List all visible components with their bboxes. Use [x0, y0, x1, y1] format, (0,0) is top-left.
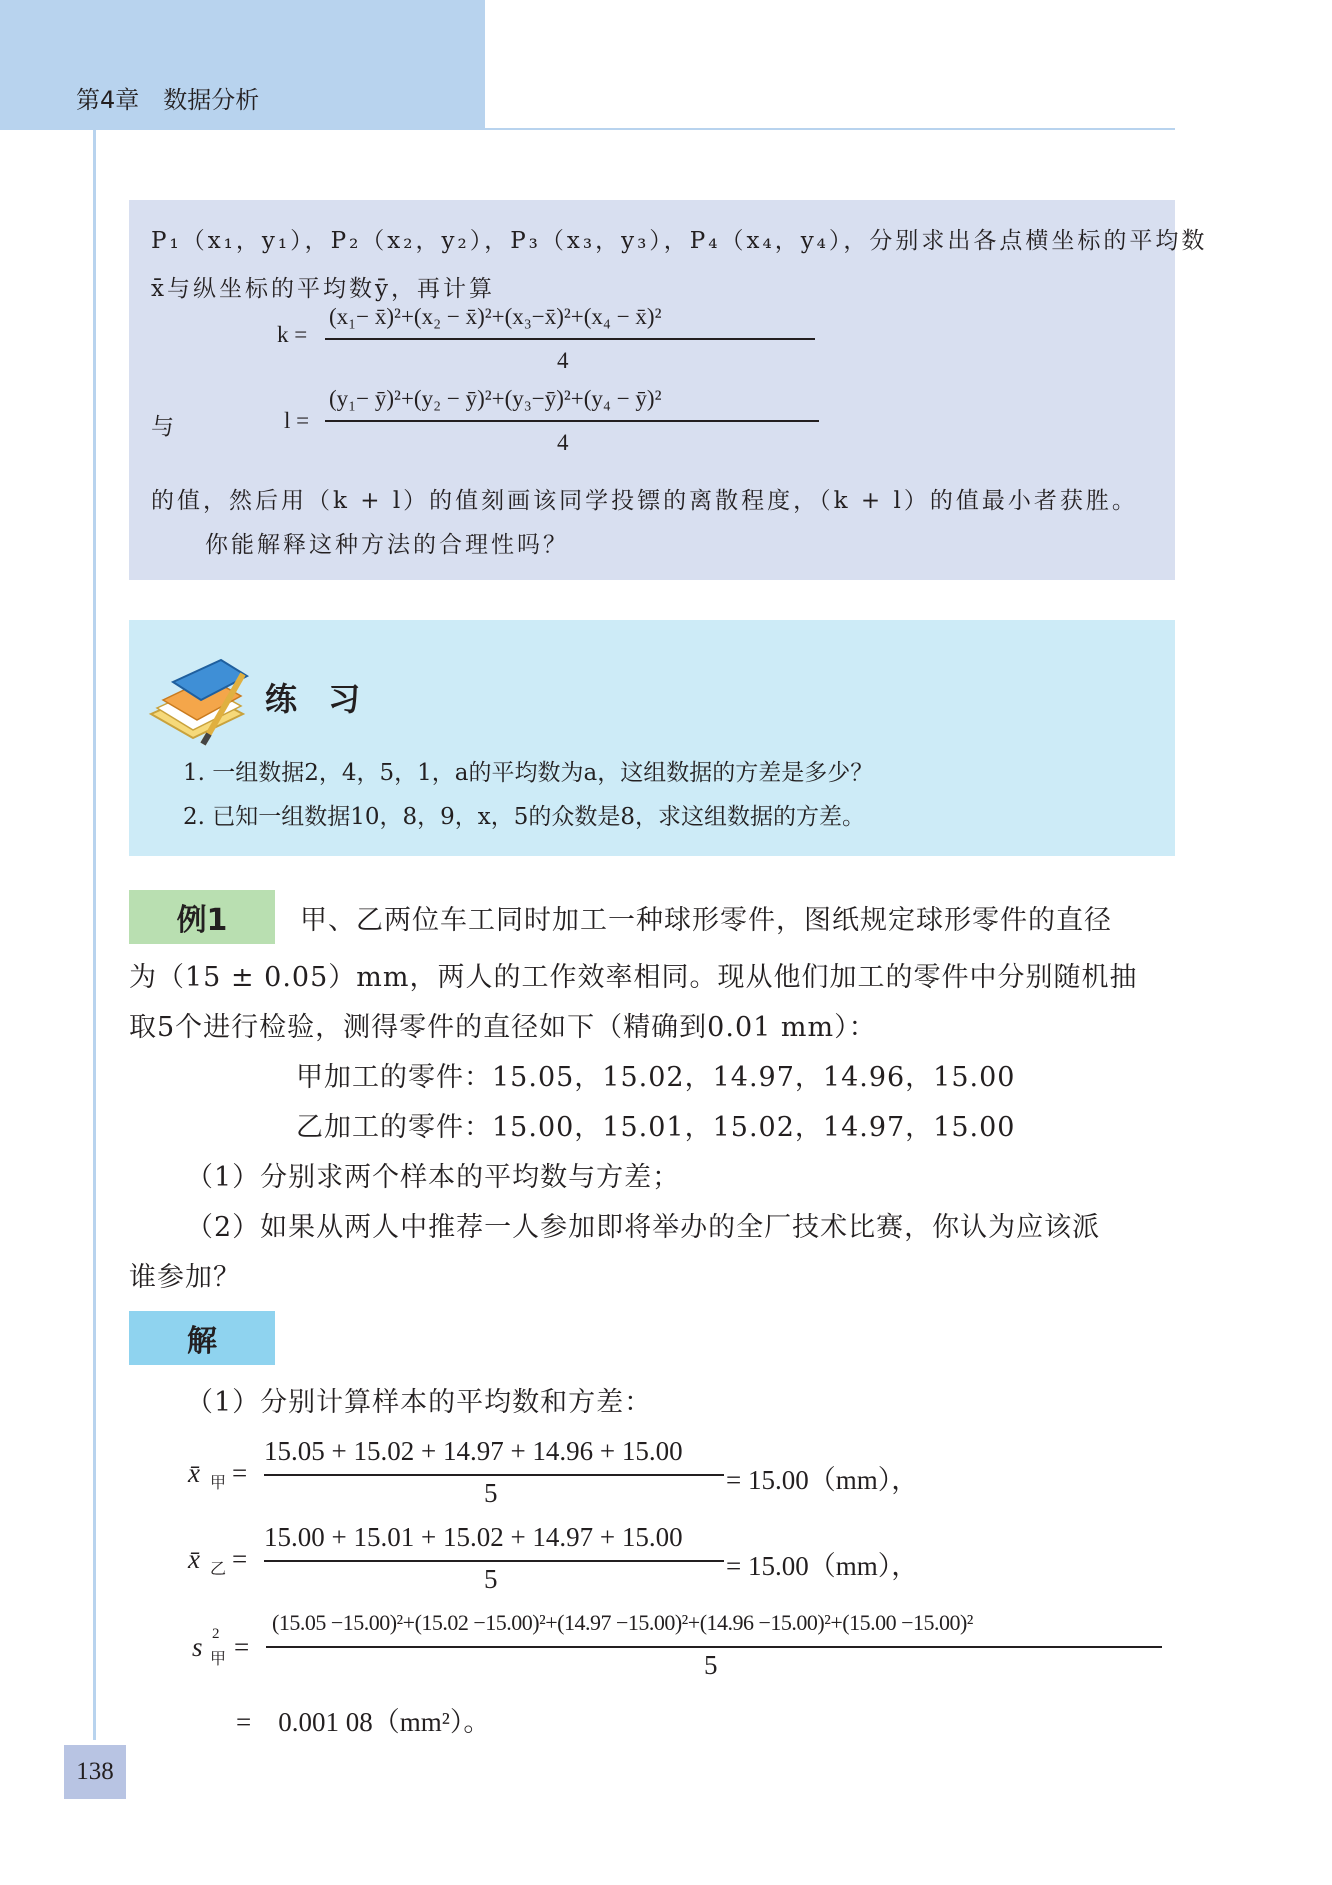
example-line-1: 甲、乙两位车工同时加工一种球形零件，图纸规定球形零件的直径 — [300, 905, 1112, 936]
var-jia-subscript: 甲 — [210, 1651, 227, 1668]
var-jia-numerator: (15.05 −15.00)²+(15.02 −15.00)²+(14.97 −15.00)²+(14.96 −15.00)²+(15.00 −15.00)² — [272, 1610, 973, 1635]
header-rule — [485, 128, 1175, 130]
mean-yi-result: = 15.00（mm）， — [726, 1551, 919, 1581]
think-line-3: 的值，然后用（k + l）的值刻画该同学投镖的离散程度，（k + l）的值最小者获胜。 — [151, 488, 1138, 514]
mean-jia-denominator: 5 — [484, 1478, 498, 1508]
question-2-line-1: （2）如果从两人中推荐一人参加即将举办的全厂技术比赛，你认为应该派 — [186, 1212, 1101, 1243]
chapter-title: 第4章 数据分析 — [76, 86, 260, 114]
think-line-4: 你能解释这种方法的合理性吗？ — [205, 532, 569, 558]
var-jia-denominator: 5 — [704, 1650, 718, 1680]
margin-rule — [93, 130, 96, 1740]
mean-yi-symbol: x̄ — [188, 1544, 200, 1574]
mean-yi-numerator: 15.00 + 15.01 + 15.02 + 14.97 + 15.00 — [264, 1522, 683, 1552]
mean-yi-denominator: 5 — [484, 1564, 498, 1594]
example-line-3: 取5个进行检验，测得零件的直径如下（精确到0.01 mm）： — [129, 1012, 877, 1043]
and-word: 与 — [151, 414, 177, 440]
think-line-1: P₁（x₁，y₁），P₂（x₂，y₂），P₃（x₃，y₃），P₄（x₄，y₄），分别求出各点横坐标的平均数 — [151, 228, 1208, 254]
mean-yi-fraction-bar — [264, 1560, 724, 1562]
question-1: （1）分别求两个样本的平均数与方差； — [186, 1162, 681, 1193]
question-2-line-2: 谁参加？ — [129, 1262, 241, 1293]
l-fraction-bar — [325, 420, 819, 422]
page-number: 138 — [76, 1758, 114, 1785]
solution-badge: 解 — [129, 1311, 275, 1365]
data-yi: 乙加工的零件：15.00，15.01，15.02，14.97，15.00 — [296, 1112, 1016, 1143]
l-label: l = — [284, 408, 310, 433]
mean-jia-result: = 15.00（mm）， — [726, 1465, 919, 1495]
mean-jia-subscript: 甲 — [210, 1475, 227, 1492]
k-numerator: (x₁− x̄)²+(x₂ − x̄)²+(x₃−x̄)²+(x₄ − x̄)² — [329, 304, 662, 329]
think-line-2: x̄与纵坐标的平均数ȳ，再计算 — [151, 276, 495, 302]
mean-jia-numerator: 15.05 + 15.02 + 14.97 + 14.96 + 15.00 — [264, 1436, 683, 1466]
notebook-pencil-icon — [143, 652, 253, 752]
practice-title: 练 习 — [265, 680, 371, 718]
practice-item-1: 1. 一组数据2，4，5，1，a的平均数为a，这组数据的方差是多少？ — [183, 760, 874, 786]
example-line-2: 为（15 ± 0.05）mm，两人的工作效率相同。现从他们加工的零件中分别随机抽 — [129, 962, 1138, 993]
page-number-box — [64, 1745, 126, 1799]
data-jia: 甲加工的零件：15.05，15.02，14.97，14.96，15.00 — [296, 1062, 1016, 1093]
example-badge: 例1 — [129, 890, 275, 944]
mean-yi-subscript: 乙 — [210, 1561, 227, 1578]
k-label: k = — [277, 322, 308, 347]
var-jia-result: = 0.001 08（mm²）。 — [236, 1707, 491, 1737]
var-jia-symbol: s — [192, 1632, 203, 1662]
mean-jia-symbol: x̄ — [188, 1458, 200, 1488]
l-numerator: (y₁− ȳ)²+(y₂ − ȳ)²+(y₃−ȳ)²+(y₄ − ȳ)² — [329, 386, 662, 411]
solution-step-1: （1）分别计算样本的平均数和方差： — [186, 1387, 653, 1418]
mean-jia-fraction-bar — [264, 1474, 724, 1476]
var-jia-equals: = — [234, 1632, 250, 1662]
mean-jia-equals: = — [232, 1458, 248, 1488]
k-denominator: 4 — [557, 348, 569, 373]
var-jia-superscript: 2 — [212, 1626, 220, 1642]
k-fraction-bar — [325, 338, 815, 340]
practice-item-2: 2. 已知一组数据10，8，9，x，5的众数是8，求这组数据的方差。 — [183, 804, 866, 830]
mean-yi-equals: = — [232, 1544, 248, 1574]
l-denominator: 4 — [557, 430, 569, 455]
thinking-box — [129, 200, 1208, 580]
var-jia-fraction-bar — [266, 1646, 1162, 1648]
practice-box — [129, 620, 1175, 856]
